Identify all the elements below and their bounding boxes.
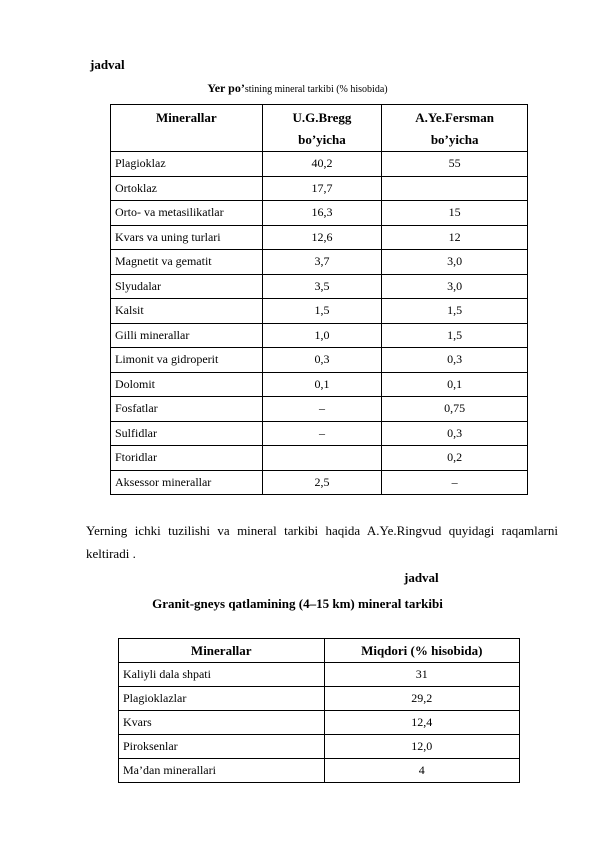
table-row	[111, 397, 528, 422]
bregg-value-cell: 0,1	[262, 372, 382, 397]
bregg-value-cell: 3,5	[262, 274, 382, 299]
table-row	[111, 299, 528, 324]
fersman-value-cell: 1,5	[382, 323, 528, 348]
fersman-value-cell	[382, 176, 528, 201]
column-header-amount: Miqdori (% hisobida)	[324, 639, 520, 663]
column-header-minerals: Minerallar	[119, 639, 325, 663]
fersman-line2: bo’yicha	[430, 132, 479, 147]
mineral-name-cell: Orto- va metasilikatlar	[111, 201, 263, 226]
table-row	[119, 735, 520, 759]
table-row	[119, 663, 520, 687]
table-row	[111, 201, 528, 226]
fersman-line1: A.Ye.Fersman	[415, 110, 494, 125]
column-header-fersman	[382, 105, 528, 152]
table1-title-rest: stining mineral tarkibi (% hisobida)	[244, 84, 388, 95]
mineral-name-cell: Kaliyli dala shpati	[119, 663, 325, 687]
table-row	[111, 446, 528, 471]
fersman-value-cell: 3,0	[382, 274, 528, 299]
mineral-name-cell: Ma’dan minerallari	[119, 759, 325, 783]
table-row	[111, 274, 528, 299]
table-row	[111, 470, 528, 495]
bregg-value-cell: 0,3	[262, 348, 382, 373]
mineral-name-cell: Kvars	[119, 711, 325, 735]
table-row	[119, 711, 520, 735]
mineral-name-cell: Gilli minerallar	[111, 323, 263, 348]
fersman-value-cell: 1,5	[382, 299, 528, 324]
amount-value-cell: 4	[324, 759, 520, 783]
amount-value-cell: 12,0	[324, 735, 520, 759]
column-header-minerals: Minerallar	[111, 105, 263, 152]
column-header-bregg	[262, 105, 382, 152]
mineral-name-cell: Magnetit va gematit	[111, 250, 263, 275]
bregg-value-cell	[262, 446, 382, 471]
amount-value-cell: 29,2	[324, 687, 520, 711]
bregg-line1: U.G.Bregg	[292, 110, 352, 125]
fersman-value-cell: 15	[382, 201, 528, 226]
table-row	[119, 687, 520, 711]
table2-label: jadval	[404, 570, 439, 585]
table-row	[111, 250, 528, 275]
amount-value-cell: 31	[324, 663, 520, 687]
bregg-value-cell: –	[262, 397, 382, 422]
mineral-name-cell: Dolomit	[111, 372, 263, 397]
mineral-name-cell: Piroksenlar	[119, 735, 325, 759]
bregg-value-cell: 1,0	[262, 323, 382, 348]
bregg-value-cell: 16,3	[262, 201, 382, 226]
body-paragraph: Yerning ichki tuzilishi va mineral tarkibi haqida A.Ye.Ringvud quyidagi raqamlarni keltiradi .	[86, 523, 558, 561]
bregg-value-cell: 17,7	[262, 176, 382, 201]
mineral-name-cell: Plagioklaz	[111, 152, 263, 177]
bregg-value-cell: 1,5	[262, 299, 382, 324]
granite-gneiss-table	[118, 638, 520, 783]
mineral-name-cell: Ortoklaz	[111, 176, 263, 201]
fersman-value-cell: 0,75	[382, 397, 528, 422]
fersman-value-cell: 0,1	[382, 372, 528, 397]
table-row	[111, 323, 528, 348]
fersman-value-cell: 55	[382, 152, 528, 177]
fersman-value-cell: 0,2	[382, 446, 528, 471]
fersman-value-cell: 0,3	[382, 348, 528, 373]
mineral-name-cell: Plagioklazlar	[119, 687, 325, 711]
table-header-row	[119, 639, 520, 663]
bregg-value-cell: 2,5	[262, 470, 382, 495]
table-row	[111, 421, 528, 446]
table-header-row	[111, 105, 528, 152]
fersman-value-cell: 3,0	[382, 250, 528, 275]
mineral-composition-table	[110, 104, 528, 495]
fersman-value-cell: 0,3	[382, 421, 528, 446]
table1-title-bold: Yer po’	[207, 81, 245, 95]
bregg-value-cell: –	[262, 421, 382, 446]
table-row	[119, 759, 520, 783]
mineral-name-cell: Sulfidlar	[111, 421, 263, 446]
fersman-value-cell: 12	[382, 225, 528, 250]
mineral-name-cell: Slyudalar	[111, 274, 263, 299]
table1-title	[0, 81, 595, 96]
bregg-line2: bo’yicha	[298, 132, 346, 147]
amount-value-cell: 12,4	[324, 711, 520, 735]
mineral-name-cell: Aksessor minerallar	[111, 470, 263, 495]
bregg-value-cell: 40,2	[262, 152, 382, 177]
table1-label: jadval	[90, 57, 125, 72]
table-row	[111, 225, 528, 250]
table2-title: Granit-gneys qatlamining (4–15 km) mineral tarkibi	[152, 596, 443, 611]
bregg-value-cell: 3,7	[262, 250, 382, 275]
bregg-value-cell: 12,6	[262, 225, 382, 250]
table-row	[111, 372, 528, 397]
table-row	[111, 152, 528, 177]
mineral-name-cell: Kalsit	[111, 299, 263, 324]
mineral-name-cell: Fosfatlar	[111, 397, 263, 422]
fersman-value-cell: –	[382, 470, 528, 495]
mineral-name-cell: Ftoridlar	[111, 446, 263, 471]
table-row	[111, 348, 528, 373]
table-row	[111, 176, 528, 201]
mineral-name-cell: Limonit va gidroperit	[111, 348, 263, 373]
mineral-name-cell: Kvars va uning turlari	[111, 225, 263, 250]
